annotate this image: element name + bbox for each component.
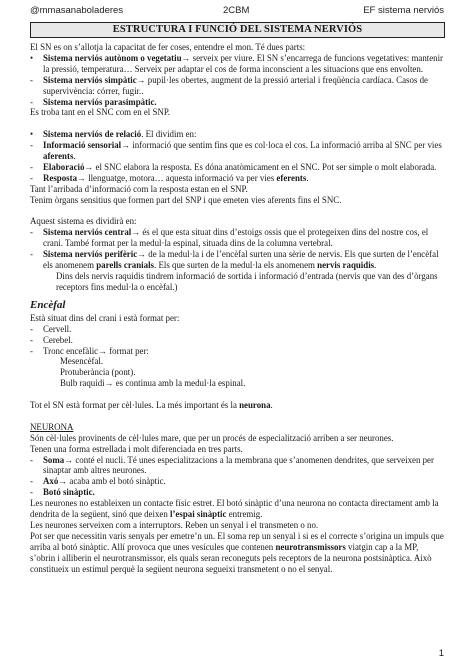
- section-heading-neurona: NEURONA: [30, 421, 74, 432]
- relacio-after-2: Tenim òrgans sensitius que formen part del SNP i que emeten vies aferents fins el SNC.: [30, 194, 342, 205]
- neurona-p5: Pot ser que necessitin varis senyals per emetre’n un. El soma rep un senyal i si es el correcte s’origina un impuls que arriba al botó sinàptic. Allí provoca que unes vesícules que contenen neurotransmissors viatgin cap a la MP, s’obrin i alliberin el neurotransmissor, els quals seran reconeguts pels receptors de la neurona postsinàptica. Això constitueix un estímul perquè la següent neurona segueixi transmetent o no el senyal.: [30, 530, 444, 574]
- neurona-p4: Les neurones serveixen com a interruptors. Reben un senyal i el transmeten o no.: [30, 520, 319, 530]
- neurona-p3: Les neurones no estableixen un contacte físic estret. El botó sinàptic d’una neurona no contacta directament amb la dendrita de la següent, sinó que deixen l’espai sinàptic entremig.: [30, 498, 439, 520]
- intro-text: El SN es on s’allotja la capacitat de fer coses, entendre el mon. Té dues parts:: [30, 42, 306, 52]
- page-number: 1: [438, 648, 444, 659]
- document-body: [30, 42, 444, 575]
- relacio-after-1: Tant l’arribada d’informació com la resposta estan en el SNP.: [30, 183, 248, 194]
- neurona-p2: Tenen una forma estrellada i molt diferenciada en tres parts.: [30, 443, 243, 454]
- neurona-p1: Són cèl·lules provinents de cèl·lules mare, que per un procés de especialització arriben a ser neurones.: [30, 432, 394, 443]
- cells-sentence: Tot el SN està format per cèl·lules. La més important és la neurona.: [30, 400, 273, 411]
- list-item-parasimpatic: - Sistema nerviós parasimpàtic.: [30, 96, 157, 107]
- page-header: [0, 5, 474, 19]
- list-item-tronc: - Tronc encefàlic→ format per:: [30, 345, 149, 356]
- list-item-cervell: - Cervell.: [30, 323, 72, 334]
- list-item-boto: - Botó sinàptic.: [30, 487, 95, 498]
- encefal-intro: Està situat dins del crani i està format per:: [30, 312, 180, 323]
- list-item-soma: - Soma→ conté el nucli. Té unes especialitzacions a la membrana que s’anomenen dendrites, que serveixen per sinaptar amb altres neurones.: [30, 454, 434, 476]
- division-intro: Aquest sistema es dividirà en:: [30, 216, 137, 227]
- list-item-elaboracio: - Elaboració→ el SNC elabora la resposta. Es dóna anatòmicament en el SNC. Pot ser simple o molt elaborada.: [30, 161, 437, 172]
- document-title: ESTRUCTURA I FUNCIÓ DEL SISTEMA NERVIÓS: [30, 22, 445, 38]
- list-item-axo: - Axó→ acaba amb el botó sinàptic.: [30, 476, 166, 487]
- list-item-central: - Sistema nerviós central→ és el que esta situat dins d’estoigs ossis que el protegeixen dins del nostre cos, el crani. També format per la medul·la espinal, situada dins de la columna vertebral.: [30, 227, 429, 249]
- list-item-relacio: • Sistema nerviós de relació. El dividim en:: [30, 129, 197, 140]
- section-heading-encefal: Encèfal: [30, 298, 66, 311]
- raquidis-note: Dins dels nervis raquidis tindrem informació de sortida i informació d’entrada (nervis que van des d’òrgans receptors fins medul·la o encèfal.): [56, 271, 438, 292]
- list-item-resposta: - Resposta→ llenguatge, motora… aquesta informació va per vies eferents.: [30, 172, 309, 183]
- header-course: 2CBM: [223, 5, 250, 16]
- list-item-cerebel: - Cerebel.: [30, 334, 73, 345]
- header-subject: EF sistema nerviós: [363, 5, 444, 16]
- tronc-bulb: Bulb raquidi→ es continua amb la medul·la espinal.: [60, 378, 246, 389]
- tronc-mesencefal: Mesencèfal.: [60, 356, 104, 367]
- tronc-protuberancia: Protuberància (pont).: [60, 367, 136, 378]
- list-item-simpatic: - Sistema nerviós simpàtic→ pupil·les obertes, augment de la pressió arterial i freqüència cardíaca. Casos de supervivència: córrer, fugir..: [30, 74, 428, 96]
- list-item-periferic: - Sistema nerviós perifèric→ de la medul·la i de l’encèfal surten una sèrie de nervis. Els que surten de l’encèfal els anomenem parells cranials. Els que surten de la medul·la els anomenem nervis raquidis.: [30, 249, 439, 271]
- header-author: @mmasanaboladeres: [30, 5, 124, 16]
- snc-snp-note: Es troba tant en el SNC com en el SNP.: [30, 107, 171, 118]
- list-item-sensorial: - Informació sensorial→ informació que sentim fins que es col·loca el cos. La informació arriba al SNC per vies aferents.: [30, 140, 442, 162]
- list-item-autonom: • Sistema nerviós autònom o vegetatiu→ serveix per viure. El SN s’encarrega de funcions vegetatives: mantenir la pressió, temperatura… Serveix per adaptar el cos de forma inconscient a les situacions que ens envolten.: [30, 52, 444, 74]
